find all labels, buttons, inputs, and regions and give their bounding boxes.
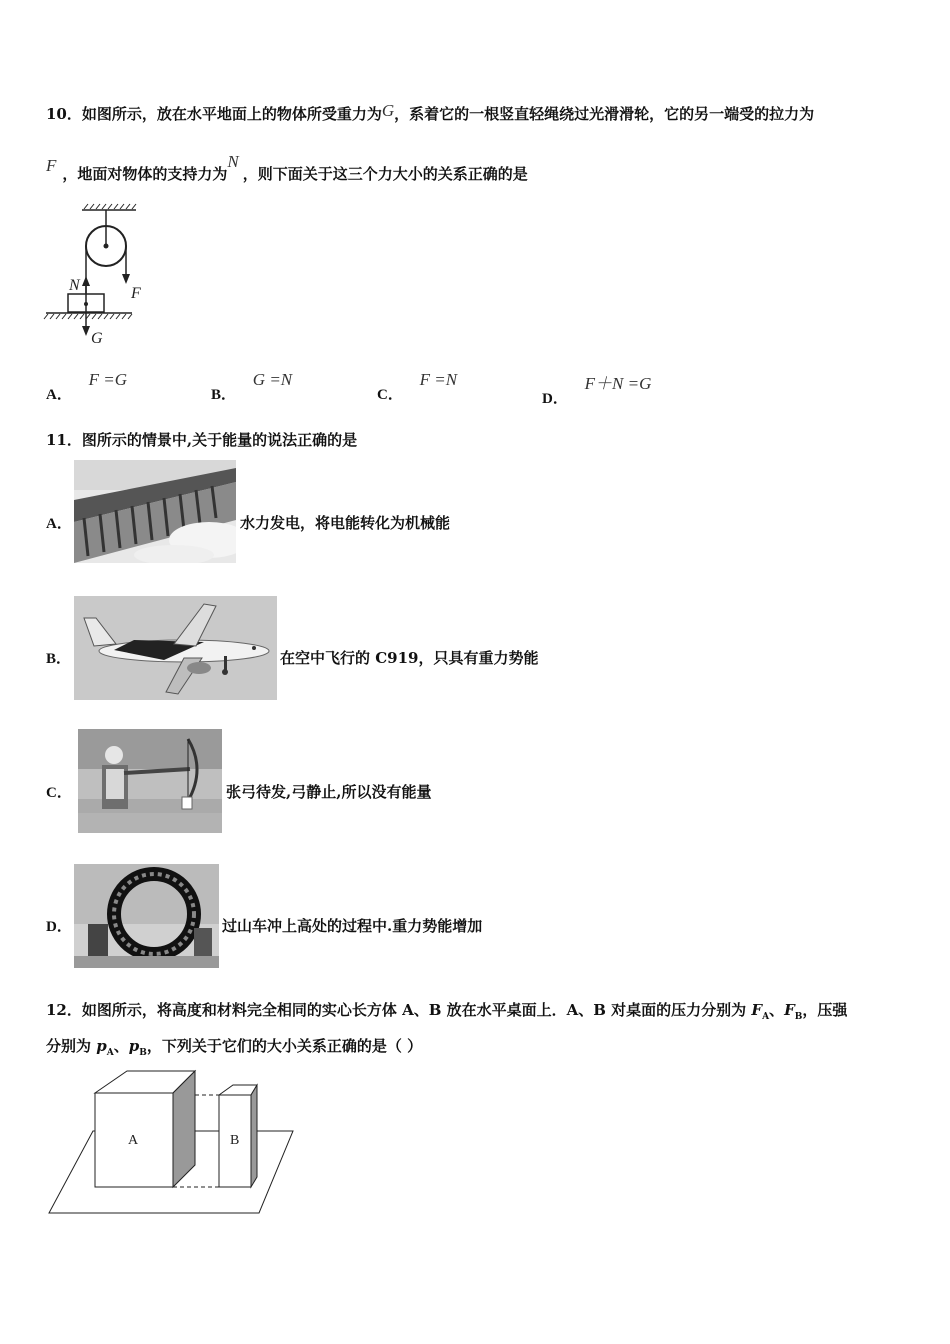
q12-fb: F bbox=[784, 1001, 795, 1019]
q10-text3: ，地面对物体的支持力为 bbox=[62, 165, 228, 183]
q11-option-d-letter: D． bbox=[46, 919, 72, 935]
option-formula: F =N bbox=[419, 370, 458, 389]
force-n-arrow bbox=[82, 276, 90, 286]
q12-sep1: 、 bbox=[769, 1001, 785, 1019]
q12-line2-a: 分别为 bbox=[46, 1037, 97, 1055]
q10-option-d[interactable] bbox=[542, 369, 652, 407]
archer-photo bbox=[78, 729, 222, 833]
q12-fb-sub: B bbox=[794, 1012, 803, 1022]
option-formula: G =N bbox=[252, 370, 293, 389]
q10-var-g: G bbox=[381, 101, 395, 120]
option-formula: F =G bbox=[88, 370, 128, 389]
option-letter: D． bbox=[542, 391, 568, 407]
q11-option-a-letter: A． bbox=[46, 516, 72, 532]
force-f-arrow bbox=[122, 274, 130, 284]
q12-fa-sub: A bbox=[762, 1012, 770, 1022]
q12-fa: F bbox=[751, 1001, 763, 1019]
q12-pb: p bbox=[128, 1037, 140, 1055]
q12-pa: p bbox=[96, 1037, 107, 1055]
block-b-top bbox=[219, 1085, 257, 1095]
q12-line2 bbox=[46, 1035, 422, 1058]
q11-option-b-text: 在空中飞行的 C919，只具有重力势能 bbox=[280, 649, 539, 667]
q11-number: 11． bbox=[46, 431, 82, 449]
q12-line1-a: 如图所示，将高度和材料完全相同的实心长方体 A、B 放在水平桌面上．A、B 对桌面的压力分别为 bbox=[81, 1001, 752, 1019]
q10-number: 10． bbox=[46, 105, 82, 123]
q11-text: 图所示的情景中,关于能量的说法正确的是 bbox=[81, 431, 358, 449]
q11-option-b-letter: B． bbox=[46, 651, 72, 667]
ground-hatch bbox=[44, 314, 132, 319]
label-n: N bbox=[69, 277, 80, 294]
q10-option-b[interactable] bbox=[211, 369, 293, 403]
label-g: G bbox=[91, 330, 103, 347]
q10-line2 bbox=[46, 152, 528, 184]
q11-option-a-text: 水力发电，将电能转化为机械能 bbox=[240, 514, 451, 532]
q10-text1: 如图所示，放在水平地面上的物体所受重力为 bbox=[81, 105, 382, 123]
q12-pb-sub: B bbox=[139, 1048, 147, 1058]
option-letter: B． bbox=[211, 387, 237, 403]
option-letter: A． bbox=[46, 387, 72, 403]
airplane-photo bbox=[74, 596, 277, 700]
q10-option-c[interactable] bbox=[377, 369, 458, 403]
ceiling-hatch bbox=[84, 204, 136, 209]
q12-line1-b: ，压强 bbox=[802, 1001, 848, 1019]
block-b-side bbox=[251, 1085, 257, 1187]
q12-number: 12． bbox=[46, 1001, 82, 1019]
force-g-arrow bbox=[82, 326, 90, 336]
q11-stem bbox=[46, 429, 357, 450]
q12-line1 bbox=[46, 999, 847, 1022]
q10-text4: ，则下面关于这三个力大小的关系正确的是 bbox=[242, 165, 528, 183]
label-a: A bbox=[128, 1133, 139, 1148]
option-letter: C． bbox=[377, 387, 403, 403]
q11-option-c-letter: C． bbox=[46, 785, 72, 801]
q11-option-c-text: 张弓待发,弓静止,所以没有能量 bbox=[226, 783, 432, 801]
q10-line1 bbox=[46, 103, 814, 124]
q10-var-n: N bbox=[227, 152, 239, 171]
label-f: F bbox=[131, 285, 141, 302]
q10-option-a[interactable] bbox=[46, 369, 128, 403]
pulley-axle bbox=[104, 244, 109, 249]
q11-option-d-text: 过山车冲上高处的过程中.重力势能增加 bbox=[222, 917, 483, 935]
roller-coaster-photo bbox=[74, 864, 219, 968]
q12-pa-sub: A bbox=[106, 1048, 114, 1058]
option-formula: F＋N =G bbox=[584, 374, 652, 393]
q10-var-f: F bbox=[46, 156, 57, 175]
q12-line2-b: ，下列关于它们的大小关系正确的是（ ） bbox=[146, 1037, 423, 1055]
pulley-diagram bbox=[40, 200, 150, 350]
q10-text2: ，系着它的一根竖直轻绳绕过光滑滑轮，它的另一端受的拉力为 bbox=[394, 105, 815, 123]
q12-sep2: 、 bbox=[113, 1037, 129, 1055]
blocks-diagram bbox=[45, 1065, 300, 1220]
dam-spillway-photo bbox=[74, 460, 236, 563]
label-b: B bbox=[230, 1133, 240, 1148]
